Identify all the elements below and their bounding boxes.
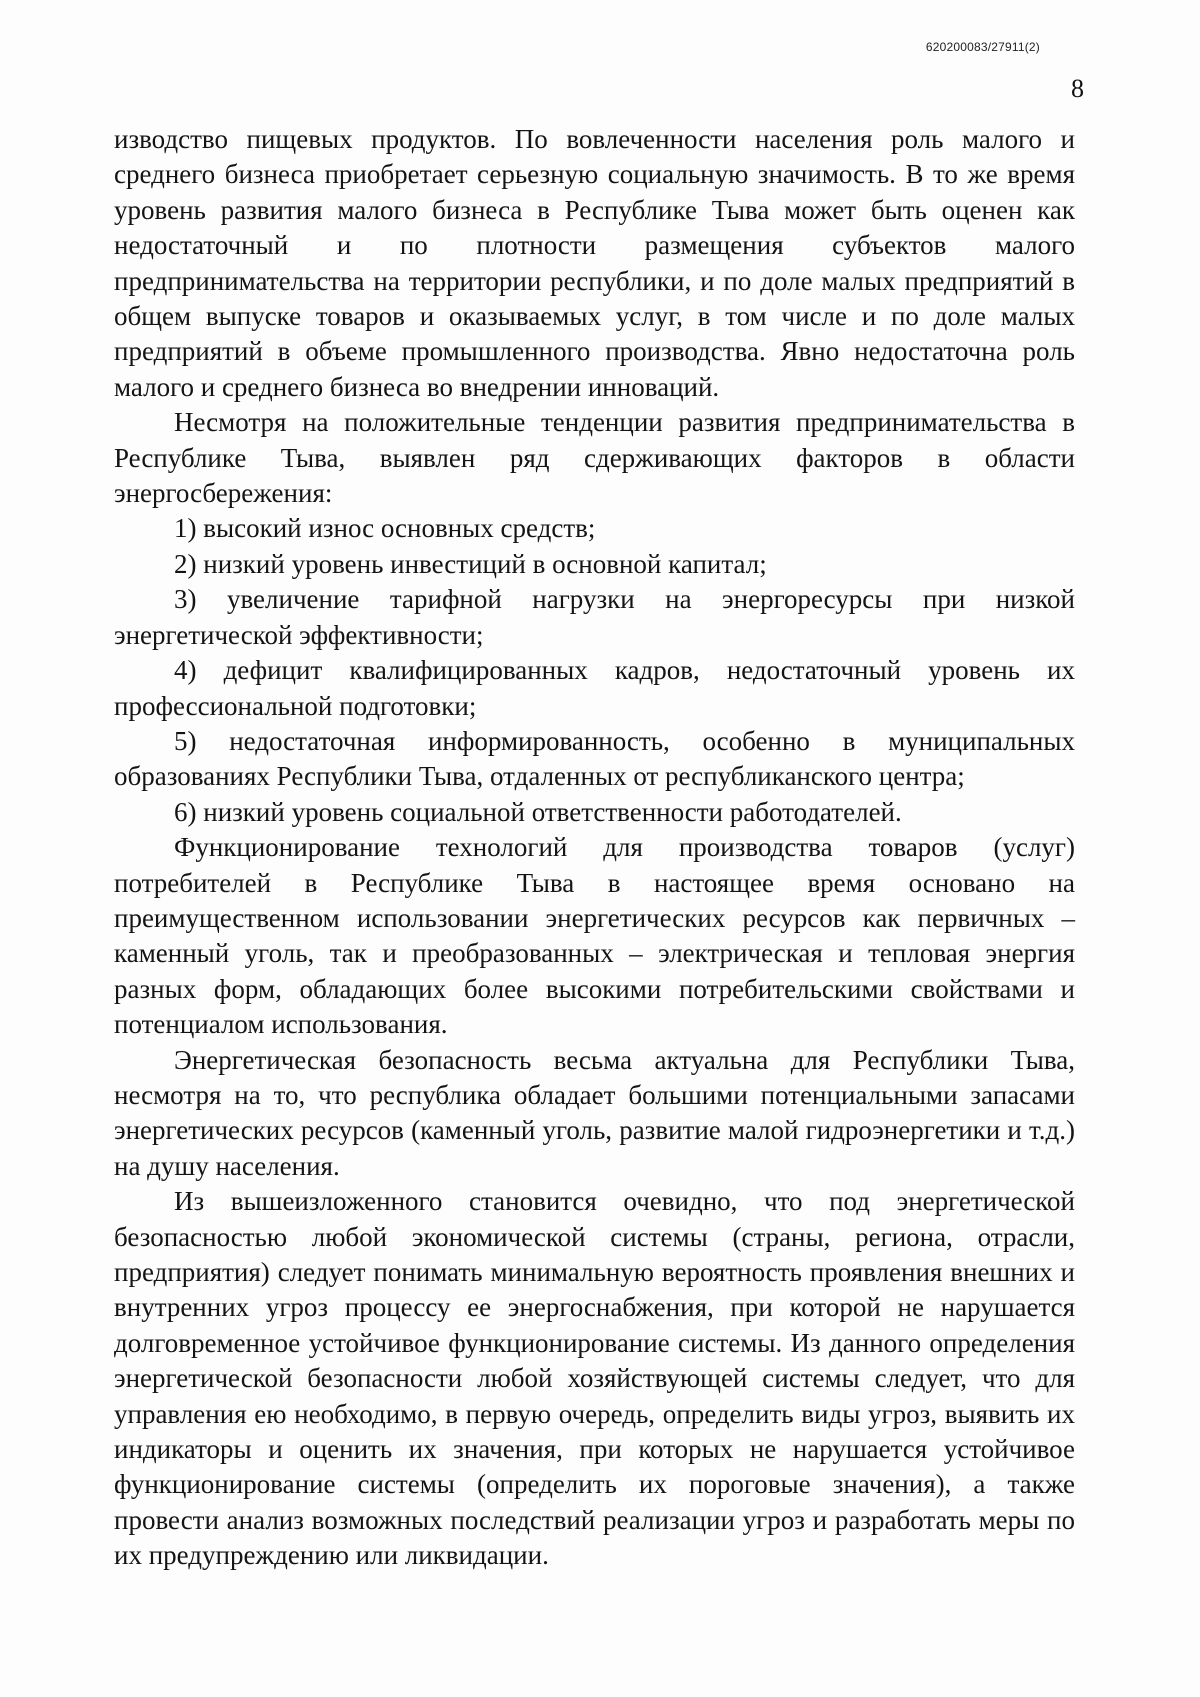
page-number: 8 [1071,74,1084,103]
list-item-2: 2) низкий уровень инвестиций в основной капитал; [174,548,767,579]
body-text [114,122,1075,1574]
list-item-4: 4) дефицит квалифицированных кадров, недостаточный уровень их профессиональной подготовки; [114,655,1075,721]
list-item-3: 3) увеличение тарифной нагрузки на энергоресурсы при низкой энергетической эффективности; [114,584,1075,650]
list-item-1: 1) высокий износ основных средств; [174,513,596,544]
paragraph-continuation: изводство пищевых продуктов. По вовлеченности населения роль малого и среднего бизнеса приобретает серьезную социальную значимость. В то же время уровень развития малого бизнеса в Республике Тыва может быть оценен как недостаточный и по плотности размещения субъектов малого предпринимательства на территории республики, и по доле малых предприятий в общем выпуске товаров и оказываемых услуг, в том числе и по доле малых предприятий в объеме промышленного производства. Явно недостаточна роль малого и среднего бизнеса во внедрении инноваций. [114,124,1075,402]
paragraph-conclusion: Из вышеизложенного становится очевидно, что под энергетической безопасностью любой экономической системы (страны, региона, отрасли, предприятия) следует понимать минимальную вероятность проявления внешних и внутренних угроз процессу ее энергоснабжения, при которой не нарушается долговременное устойчивое функционирование системы. Из данного определения энергетической безопасности любой хозяйствующей системы следует, что для управления ею необходимо, в первую очередь, определить виды угроз, выявить их индикаторы и оценить их значения, при которых не нарушается устойчивое функционирование системы (определить их пороговые значения), а также провести анализ возможных последствий реализации угроз и разработать меры по их предупреждению или ликвидации. [114,1186,1075,1571]
list-item-5: 5) недостаточная информированность, особенно в муниципальных образованиях Республики Тыва, отдаленных от республиканского центра; [114,725,1075,792]
document-code: 620200083/27911(2) [925,40,1040,54]
list-item-6: 6) низкий уровень социальной ответственности работодателей. [174,796,902,827]
paragraph-constraints-intro: Несмотря на положительные тенденции развития предпринимательства в Республике Тыва, выявлен ряд сдерживающих факторов в области энергосбережения: [114,407,1075,509]
paragraph-technologies: Функционирование технологий для производства товаров (услуг) потребителей в Республике Тыва в настоящее время основано на преимущественном использовании энергетических ресурсов как первичных – каменный уголь, так и преобразованных – электрическая и тепловая энергия разных форм, обладающих более высокими потребительскими свойствами и потенциалом использования. [114,832,1075,1040]
paragraph-energy-security: Энергетическая безопасность весьма актуальна для Республики Тыва, несмотря на то, что республика обладает большими потенциальными запасами энергетических ресурсов (каменный уголь, развитие малой гидроэнергетики и т.д.) на душу населения. [114,1044,1075,1181]
